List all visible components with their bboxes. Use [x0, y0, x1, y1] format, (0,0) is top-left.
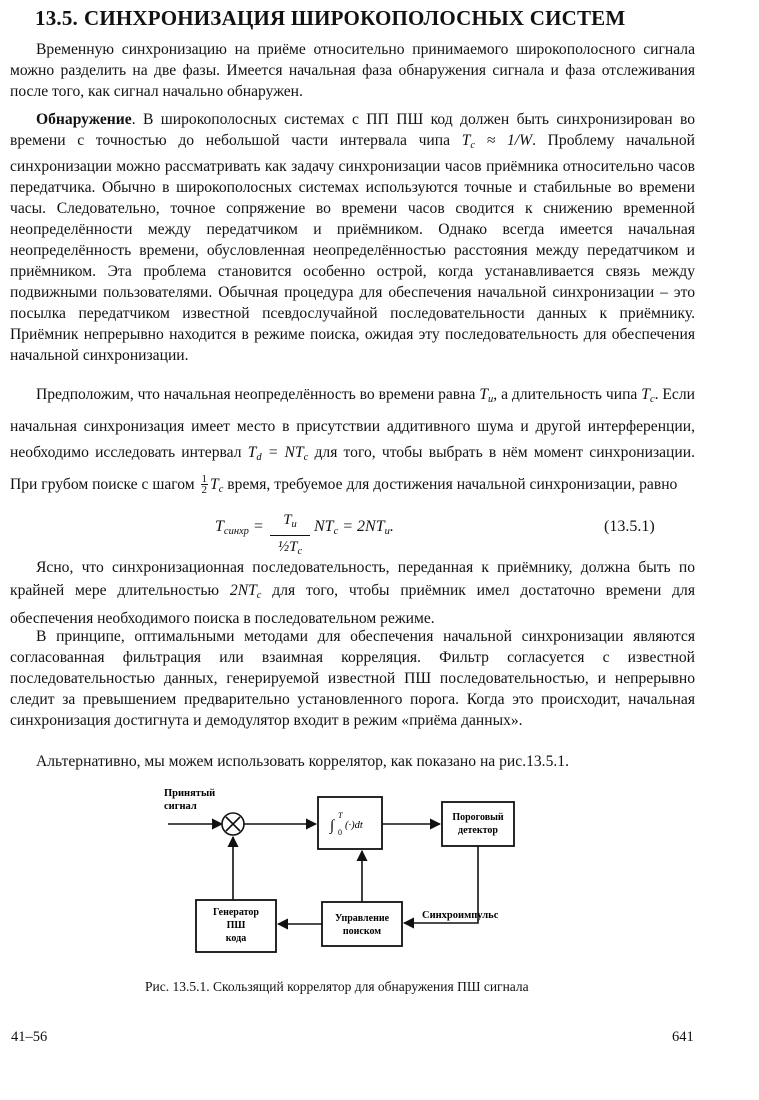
- detection-text-a: . В широкополосных системах с ПП ПШ код должен быть синхронизирован во времени с точностью до небольшой части интервала чипа: [10, 111, 695, 149]
- multiplier: [222, 813, 244, 835]
- equation-fraction: $T_u$ $\frac{1}{2}T_c$: [270, 510, 310, 563]
- tu-symbol: $T_u$: [479, 386, 494, 405]
- detection-text-b: Проблему начальной синхронизации можно рассматривать как задачу синхронизации часов приёмника относительно часов передатчика. Обычно в широкополосных системах используются точные и стабильные во времени часы. Следовательно, точное сопряжение во времени часов сводится к снижению временной неопределённости между передатчиком и приёмником. Однако всегда имеется начальная неопределённость времени, обусловленная неопределённостью расстояния между передатчиком и приёмником. Эта проблема становится особенно острой, когда устанавливается связь между подвижными пользователями. Обычная процедура для обеспечения начальной синхронизации – это посылка передатчиком известной псевдослучайной последовательности данных к приёмнику. Приёмник непрерывно находится в режиме поиска, ожидая эту последовательность для обеспечения начальной синхронизации.: [10, 132, 696, 364]
- page-number: 641: [672, 1029, 694, 1045]
- paragraph-intro-text: Временную синхронизацию на приёме относительно принимаемого широкополосного сигнала можно разделить на две фазы. Имеется начальная фаза обнаружения сигнала и фаза отслеживания после того, как сигнал начально обнаружен.: [10, 41, 695, 100]
- sliding-correlator-diagram: [160, 782, 580, 957]
- paragraph-uncertainty: Предположим, что начальная неопределённость во времени равна $T_u$, а длительность чипа $T_c$. Если начальная синхронизация имеет место в присутствии аддитивного шума и другой интерференции, необходимо исследовать интервал $T_d = NT_c$ для того, чтобы выбрать в нём момент синхронизации. При грубом поиске с шагом $\frac{1}{2}$ $T_c$ время, требуемое для достижения начальной синхронизации, равно: [10, 386, 695, 497]
- equation-number: (13.5.1): [604, 518, 655, 535]
- td-formula: $T_d = NT_c$: [247, 444, 309, 463]
- search-control-label-line2: поиском: [342, 926, 382, 937]
- paragraph-methods: В принципе, оптимальными методами для обеспечения начальной синхронизации являются согласованная фильтрация или взаимная корреляция. Фильтр согласуется с известной последовательностью данных, генерируемой известной ПШ последовательностью, и непрерывно следит за превышением предварительно установленного порога. Когда это происходит, начальная синхронизация достигнута и демодулятор входит в режим «приёма данных».: [10, 628, 695, 729]
- paragraph-alternative: Альтернативно, мы можем использовать коррелятор, как показано на рис.13.5.1.: [36, 753, 569, 770]
- half-fraction: $\frac{1}{2}$: [201, 473, 208, 497]
- integrator-lower-limit: 0: [338, 828, 342, 837]
- duration-symbol: $2NT_c$: [229, 582, 262, 601]
- threshold-label-line1: Пороговый: [452, 812, 504, 823]
- chip-interval-formula: $T_c \approx 1/W$: [461, 132, 533, 151]
- search-control-label-line1: Управление: [334, 913, 390, 924]
- generator-label-line1: Генератор: [213, 907, 259, 918]
- generator-label-line3: кода: [225, 933, 247, 944]
- threshold-detector-block: [442, 802, 514, 846]
- search-control-block: [322, 902, 402, 946]
- footer-left: 41–56: [11, 1029, 48, 1045]
- sync-pulse-label: Синхроимпульс: [422, 910, 499, 921]
- step-symbol: $T_c$: [210, 475, 224, 495]
- equation-lhs: $T_{синхр}$ =: [215, 518, 264, 537]
- threshold-label-line2: детектор: [458, 825, 498, 836]
- paragraph-detection: Обнаружение. В широкополосных системах с ПП ПШ код должен быть синхронизирован во времени с точностью до небольшой части интервала чипа $T_c \approx 1/W$. Проблему начальной синхронизации можно рассматривать как задачу синхронизации часов приёмника относительно часов передатчика. Обычно в широкополосных системах используются точные и стабильные во времени часы. Следовательно, точное сопряжение во времени часов сводится к снижению временной неопределённости между передатчиком и приёмником. Однако всегда имеется начальная неопределённость времени, обусловленная неопределённостью расстояния между передатчиком и приёмником. Эта проблема становится особенно острой, когда устанавливается связь между подвижными пользователями. Обычная процедура для обеспечения начальной синхронизации – это посылка передатчиком известной псевдослучайной последовательности данных к приёмнику. Приёмник непрерывно находится в режиме поиска, ожидая эту последовательность для обеспечения начальной синхронизации.: [10, 111, 696, 364]
- input-label-line1: Принятый: [164, 788, 216, 799]
- section-heading: [35, 6, 735, 31]
- section-number: 13.5.: [35, 6, 78, 30]
- integrator-upper-limit: T: [338, 811, 343, 820]
- input-label-line2: сигнал: [164, 801, 197, 812]
- paragraph-intro: [10, 39, 695, 102]
- equation-rhs: $NT_c = 2NT_u$.: [314, 518, 394, 537]
- figure-caption: Рис. 13.5.1. Скользящий коррелятор для обнаружения ПШ сигнала: [145, 979, 529, 994]
- tc-symbol: $T_c$: [641, 386, 655, 405]
- generator-label-line2: ПШ: [226, 920, 246, 931]
- integrator-expression: (·)dt: [345, 820, 363, 831]
- integrator-symbol: ∫: [330, 818, 335, 834]
- equation-13-5-1: [0, 508, 759, 556]
- section-title: СИНХРОНИЗАЦИЯ ШИРОКОПОЛОСНЫХ СИСТЕМ: [84, 6, 626, 30]
- paragraph-duration: Ясно, что синхронизационная последовательность, переданная к приёмнику, должна быть по крайней мере длительностью $2NT_c$ для того, чтобы приёмник имел достаточно времени для обеспечения необходимого поиска в последовательном режиме.: [10, 559, 696, 627]
- detection-term: Обнаружение: [36, 111, 132, 128]
